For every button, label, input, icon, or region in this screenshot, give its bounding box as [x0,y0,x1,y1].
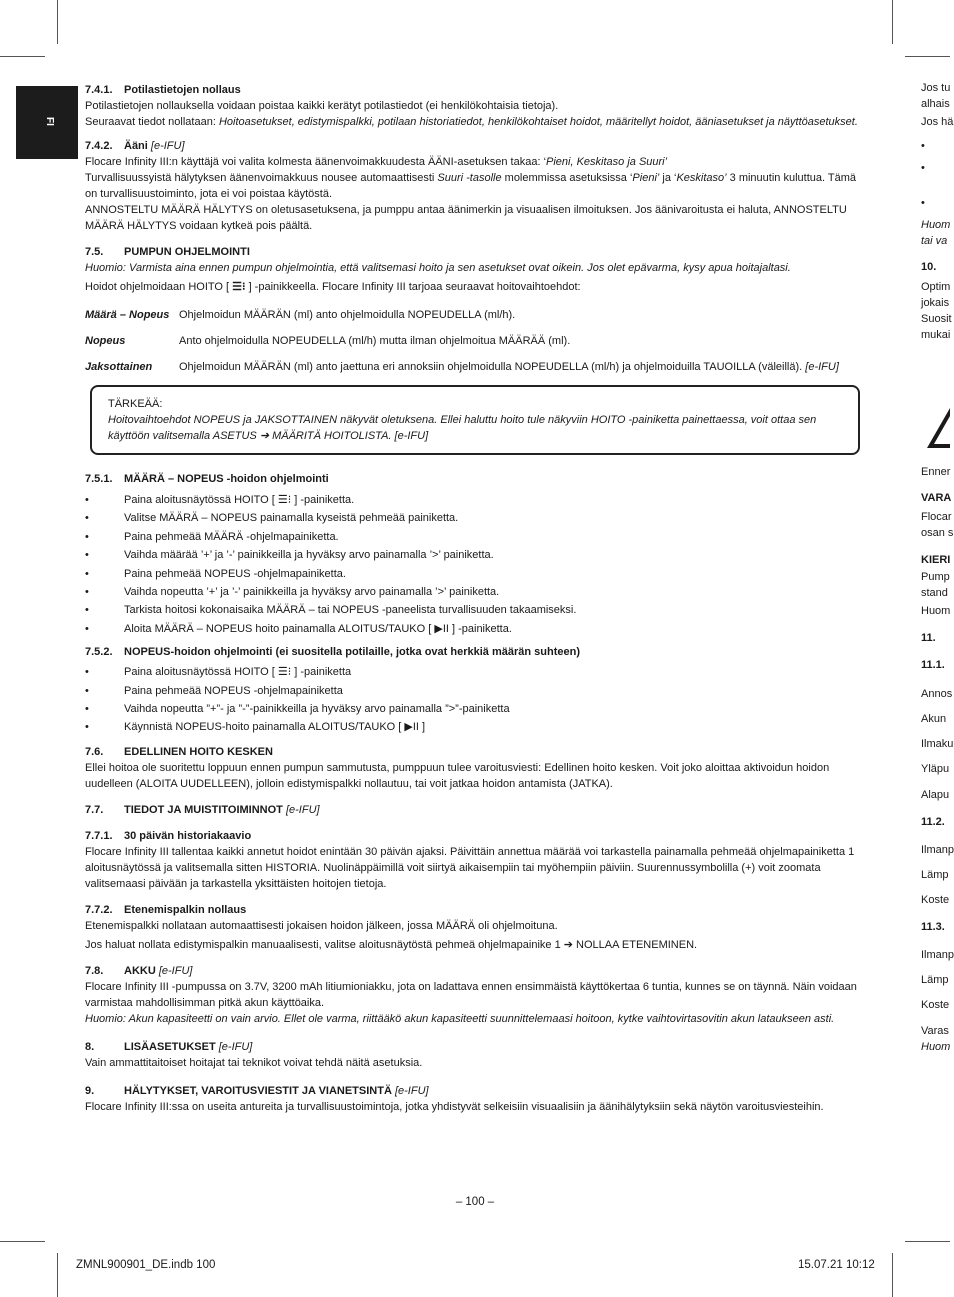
fragment-text: Ilmanp [921,844,954,856]
paragraph: Hoidot ohjelmoidaan HOITO [ ☰⁝ ] -painikkeella. Flocare Infinity III tarjoaa seuraavat hoitovaihtoehdot: [85,281,581,293]
language-tab [16,86,78,159]
crop-mark [57,1253,58,1297]
section-heading: 7.4.1. Potilastietojen nollaus [85,84,241,96]
footer-filename: ZMNL900901_DE.indb 100 [76,1259,216,1271]
list-item: • Paina pehmeää MÄÄRÄ -ohjelmapainiketta. [85,528,865,546]
paragraph: Seuraavat tiedot nollataan: Hoitoasetukset, edistymispalkki, potilaan historiatiedot, henkilökohtaiset hoidot, määritellyt hoidot, ääniasetukset ja näyttöasetukset. [85,116,858,128]
crop-mark [892,0,893,44]
fragment-text: osan s [921,527,954,539]
fragment-text: Alapu [921,789,950,801]
list-item: • Valitse MÄÄRÄ – NOPEUS painamalla kyseistä pehmeää painiketta. [85,509,865,527]
fragment-text: Annos [921,688,953,700]
fragment-text: 10. [921,261,937,273]
fragment-text: Pump [921,571,950,583]
list-item: • Vaihda nopeutta ”+”- ja ”-”-painikkeilla ja hyväksy arvo painamalla ”>”-painiketta [85,700,865,718]
paragraph: Flocare Infinity III:n käyttäjä voi valita kolmesta äänenvoimakkuudesta ÄÄNI-asetuksen takaa: ‘Pieni, Keskitaso ja Suuri’ [85,156,668,168]
fragment-text: Ilmanp [921,949,954,961]
fragment-text: 11.2. [921,816,945,828]
note: Huomio: Akun kapasiteetti on vain arvio. Ellet ole varma, riittääkö akun kapasiteetti suunnittelemaasi hoitoon, kytke vaihtovirtasovitin akun lataukseen asti. [85,1012,835,1025]
main-content [85,82,865,1115]
page-number: – 100 – [455,1196,495,1208]
paragraph: Flocare Infinity III tallentaa kaikki annetut hoidot enintään 30 päivän ajaksi. Päivittäin annettua määrää voi tarkastella painamalla pehmeää ohjelmapainiketta 1 aloitusnäytössä ja valitsemalla sitten HISTORIA. Nuolinäppäimillä voit siirtyä aikaisempiin tai myöhempiin päiviin. Suurennussymbolilla (+) voit zoomata valitsemaasi päivään ja tarkastella yksittäisten hoitojen tietoja. [85,845,855,890]
fragment-text: • [921,162,925,174]
important-text: Hoitovaihtoehdot NOPEUS ja JAKSOTTAINEN näkyvät oletuksena. Ellei haluttu hoito tule näkyviin HOITO -painiketta painettaessa, voit ottaa sen käyttöön valitsemalla ASETUS ➔ MÄÄRITÄ HOITOLISTA. [e-IFU] [108,414,817,442]
paragraph: Etenemispalkki nollataan automaattisesti jokaisen hoidon jälkeen, jossa MÄÄRÄ oli ohjelmoituna. [85,919,558,932]
section-heading: 7.5.2. NOPEUS-hoidon ohjelmointi (ei suositella potilaille, jotka ovat herkkiä määrän suhteen) [85,646,580,659]
bullet-list [85,491,865,638]
fragment-text: • [921,140,925,152]
fragment-text: alhais [921,98,950,110]
section-heading: 7.7.2. Etenemispalkin nollaus [85,903,247,916]
fragment-text: Ilmaku [921,738,954,750]
mode-row: Jaksottainen Ohjelmoidun MÄÄRÄN (ml) anto jaettuna eri annoksiin ohjelmoidulla NOPEUDELLA (ml/h) ja ohjelmoiduilla TAUOILLA (väleillä). [e-IFU] [85,361,839,373]
fragment-text: 11.3. [921,921,945,933]
mode-row: Määrä – Nopeus Ohjelmoidun MÄÄRÄN (ml) anto ohjelmoidulla NOPEUDELLA (ml/h). [85,309,516,321]
fragment-text: Koste [921,894,950,906]
fragment-text: Flocar [921,511,952,523]
note: Huomio: Varmista aina ennen pumpun ohjelmointia, että valitsemasi hoito ja sen asetukset ovat oikein. Jos olet epävarma, kysy apua hoitajaltasi. [85,262,791,274]
paragraph: Ellei hoitoa ole suoritettu loppuun ennen pumpun sammutusta, pumppuun tulee varoitusviesti: Edellinen hoito kesken. Voit joko aloittaa aktivoidun hoidon uudelleen (ALOITA UUDELLEEN), jolloin edistymispalkki nollautuu, tai voit jatkaa hoidon antamista (JATKA). [85,761,830,790]
paragraph: Potilastietojen nollauksella voidaan poistaa kaikki kerätyt potilastiedot (ei henkilökohtaisia tietoja). [85,100,559,112]
list-item: • Paina pehmeää NOPEUS -ohjelmapainiketta. [85,565,865,583]
crop-mark [892,1253,893,1297]
list-item: • Aloita MÄÄRÄ – NOPEUS hoito painamalla ALOITUS/TAUKO [ ▶II ] -painiketta. [85,620,865,638]
fragment-text: jokais [921,297,950,309]
fragment-text: Suosit [921,313,952,325]
bullet-list [85,663,865,737]
list-item: • Vaihda nopeutta ’+’ ja ’-’ painikkeilla ja hyväksy arvo painamalla ’>’ painiketta. [85,583,865,601]
paragraph: Flocare Infinity III:ssa on useita antureita ja turvallisuustoimintoja, jotka yhdistyvät selkeisiin visuaalisiin ja äänihälytyksiin sekä näytön varoitusviesteihin. [85,1100,824,1113]
important-box [90,385,860,455]
section-heading: 7.6. EDELLINEN HOITO KESKEN [85,745,273,758]
fragment-text: Lämp [921,974,949,986]
section-heading: 7.4.2. Ääni [e-IFU] [85,140,185,152]
list-item: • Paina aloitusnäytössä HOITO [ ☰⁝ ] -painiketta [85,663,865,681]
paragraph: Jos haluat nollata edistymispalkin manuaalisesti, valitse aloitusnäytöstä pehmeä ohjelmapainike 1 ➔ NOLLAA ETENEMINEN. [85,938,698,951]
section-heading: 8. LISÄASETUKSET [e-IFU] [85,1040,253,1053]
crop-mark [0,1241,45,1242]
list-item: • Käynnistä NOPEUS-hoito painamalla ALOITUS/TAUKO [ ▶II ] [85,718,865,736]
section-heading: 7.7.1. 30 päivän historiakaavio [85,829,252,842]
section-heading: 9. HÄLYTYKSET, VAROITUSVIESTIT JA VIANETSINTÄ [e-IFU] [85,1084,429,1097]
mode-row: Nopeus Anto ohjelmoidulla NOPEUDELLA (ml/h) mutta ilman ohjelmoitua MÄÄRÄÄ (ml). [85,335,571,347]
warning-triangle-icon [925,408,950,453]
section-heading: 7.8. AKKU [e-IFU] [85,964,193,977]
fragment-text: VARA [921,492,952,504]
list-item: • Paina pehmeää NOPEUS -ohjelmapainiketta [85,682,865,700]
fragment-text: Yläpu [921,763,950,775]
paragraph: Vain ammattitaitoiset hoitajat tai teknikot voivat tehdä näitä asetuksia. [85,1056,423,1069]
fragment-text: Varas [921,1025,949,1037]
fragment-text: Lämp [921,869,949,881]
section-heading: 7.5. PUMPUN OHJELMOINTI [85,246,250,258]
fragment-text: Huom [921,605,951,617]
paragraph: Turvallisuussyistä hälytyksen äänenvoimakkuus nousee automaattisesti Suuri -tasolle molemmissa asetuksissa ‘Pieni’ ja ‘Keskitaso’ 3 minuutin kuluttua. Tämä on turvallisuustoiminto, jota ei voi poistaa käytöstä. [85,172,857,200]
list-item: • Tarkista hoitosi kokonaisaika MÄÄRÄ – tai NOPEUS -paneelista turvallisuuden takaamiseksi. [85,601,865,619]
fragment-text: Jos tu [921,82,951,94]
important-title: TÄRKEÄÄ: [108,398,163,410]
fragment-text: Koste [921,999,950,1011]
fragment-text: tai va [921,235,948,247]
fragment-text: KIERI [921,554,951,566]
fragment-text: Jos hä [921,116,954,128]
fragment-text: • [921,197,925,209]
fragment-text: Huom [921,219,951,231]
fragment-text: stand [921,587,948,599]
paragraph: Flocare Infinity III -pumpussa on 3.7V, 3200 mAh litiumioniakku, jota on ladattava ennen ensimmäistä käyttökertaa 6 tuntia, kunnes se on täynnä. Näin voidaan varmistaa mahdollisimman pitkä akun käyttöaika. [85,980,857,1009]
fragment-text: mukai [921,329,951,341]
fragment-text: 11. [921,632,936,644]
fragment-text: 11.1. [921,659,945,671]
section-heading: 7.5.1. MÄÄRÄ – NOPEUS -hoidon ohjelmointi [85,473,329,485]
fragment-text: Enner [921,466,951,478]
crop-mark [905,56,950,57]
footer-timestamp: 15.07.21 10:12 [798,1259,875,1271]
language-tab-label: FI [43,117,55,126]
crop-mark [905,1241,950,1242]
menu-icon: ☰⁝ [232,281,246,293]
paragraph: ANNOSTELTU MÄÄRÄ HÄLYTYS on oletusasetuksena, ja pumppu antaa äänimerkin ja visuaalisen ilmoituksen. Jos äänivaroitusta ei haluta, ANNOSTELTU MÄÄRÄ HÄLYTYS voidaan kytkeä pois päältä. [85,204,847,232]
crop-mark [57,0,58,44]
fragment-text: Optim [921,281,951,293]
list-item: • Vaihda määrää ’+’ ja ’-’ painikkeilla ja hyväksy arvo painamalla ’>’ painiketta. [85,546,865,564]
crop-mark [0,56,45,57]
fragment-text: Huom [921,1041,951,1053]
section-heading: 7.7. TIEDOT JA MUISTITOIMINNOT [e-IFU] [85,803,320,816]
fragment-text: Akun [921,713,947,725]
list-item: • Paina aloitusnäytössä HOITO [ ☰⁝ ] -painiketta. [85,491,865,509]
